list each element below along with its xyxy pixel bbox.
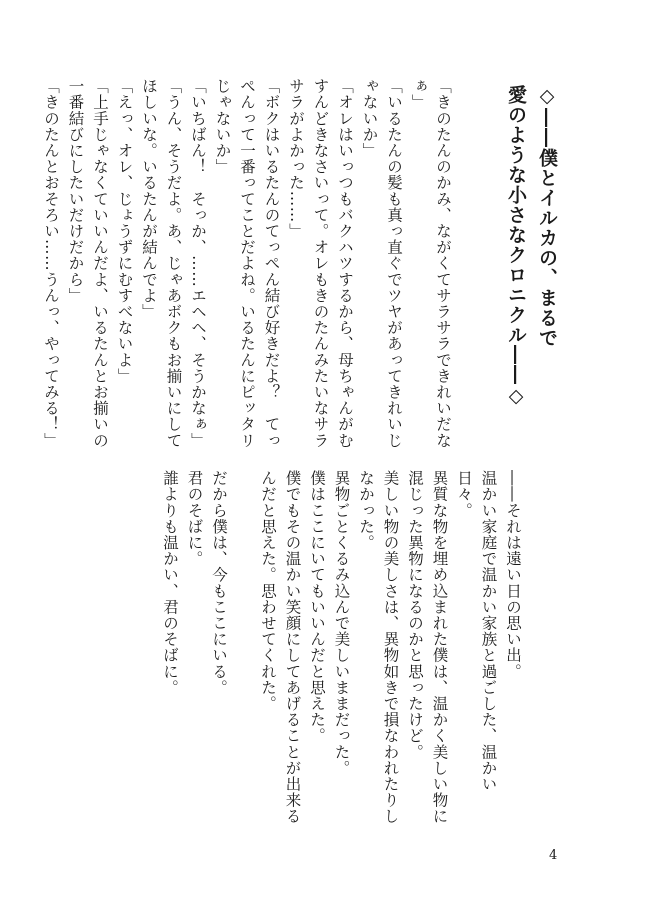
- dialogue-line: 「えっ、オレ、じょうずにむすべないよ」: [115, 78, 134, 384]
- chapter-title-line-1: ◇――僕とイルカの、まるで: [536, 85, 558, 348]
- dialogue-line: 「オレはいっつもバクハツするから、母ちゃんがむすんどきなさいって。オレもきのたんみたいなサラサラがよかった……」: [287, 78, 354, 449]
- page-number: 4: [549, 848, 558, 863]
- dialogue-line: 「うん、そうだよ。あ、じゃあボクもお揃いにしてほしいな。いるたんが結んでよ」: [140, 78, 183, 449]
- dialogue-line: 「いちばん！ そっか、……エヘヘ、そうかなぁ」: [189, 78, 207, 449]
- narration-line: 僕はここにいてもいいんだと思えた。: [308, 470, 326, 744]
- dialogue-line: 「上手じゃなくていいんだよ、いるたんとお揃いの一番結びにしたいだけだから」: [66, 78, 109, 449]
- dialogue-section: [42, 78, 455, 458]
- narration-line: 温かい家庭で温かい家族と過ごした、温かい日々。: [455, 470, 498, 792]
- narration-line: 誰よりも温かい、君のそばに。: [161, 470, 179, 696]
- narration-section: [161, 470, 525, 830]
- paragraph-break: [231, 470, 256, 830]
- chapter-title: [500, 85, 562, 445]
- narration-line: 美しい物の美しさは、異物如きで損なわれたりしなかった。: [357, 470, 400, 825]
- dialogue-line: 「きのたんとおそろい……うんっ、やってみる！」: [42, 78, 60, 449]
- dialogue-line: 「いるたんの髪も真っ直ぐでツヤがあってきれいじゃないか」: [360, 78, 403, 449]
- narration-line: 君のそばに。: [185, 470, 204, 567]
- narration-line: ――それは遠い日の思い出。: [504, 470, 522, 680]
- narration-line: だから僕は、今もここにいる。: [210, 470, 228, 696]
- chapter-title-line-2: 愛のような小さなクロニクル――◇: [505, 85, 527, 408]
- narration-line: 異質な物を埋め込まれた僕は、温かく美しい物に混じった異物になるのかと思ったけど。: [406, 470, 449, 825]
- dialogue-line: 「きのたんのかみ、ながくてサラサラできれいだなぁ」: [409, 78, 452, 449]
- narration-line: 僕でもその温かい笑顔にしてあげることが出来るんだと思えた。思わせてくれた。: [259, 470, 302, 825]
- dialogue-line: 「ボクはいるたんのてっぺん結び好きだよ？ てっぺんって一番ってことだよね。いるたんにピッタリじゃないか」: [213, 78, 281, 449]
- narration-line: 異物ごとくるみ込んで美しいままだった。: [332, 470, 351, 776]
